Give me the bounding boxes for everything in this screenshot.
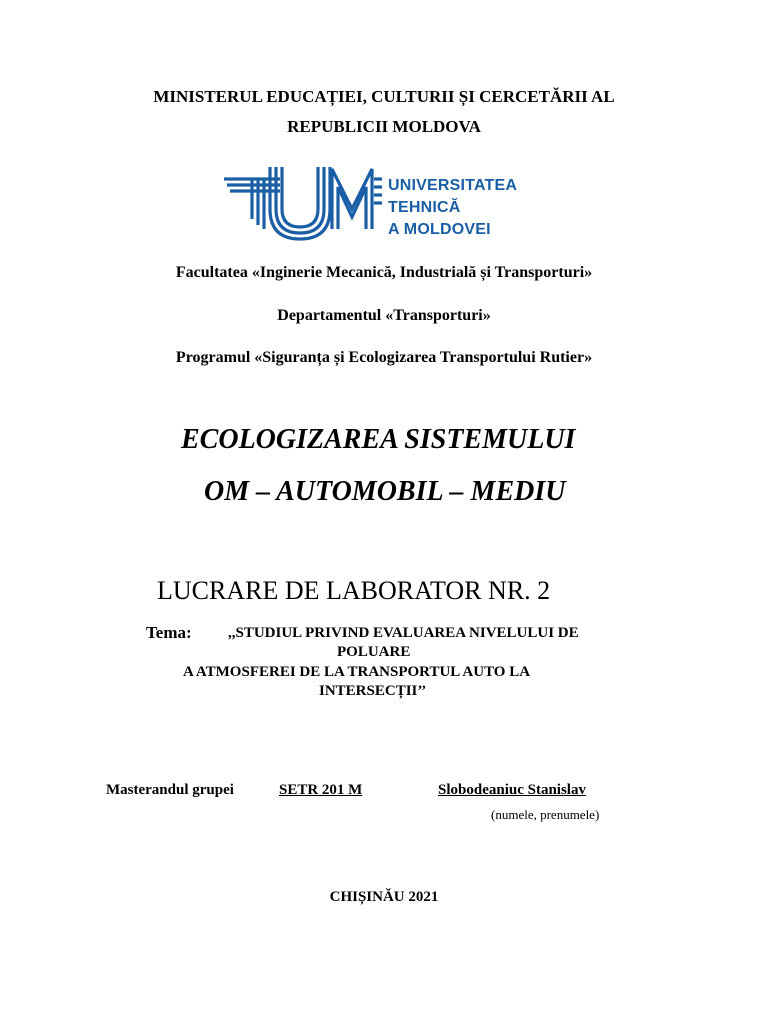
tema-line-1: ,,STUDIUL PRIVIND EVALUAREA NIVELULUI DE (228, 625, 579, 641)
document-title-line-1: ECOLOGIZAREA SISTEMULUI (181, 424, 576, 455)
logo-line-1: UNIVERSITATEA TEHNICĂ (388, 177, 517, 216)
logo-line-2: A MOLDOVEI (388, 221, 491, 238)
document-title-line-2: OM – AUTOMOBIL – MEDIU (204, 476, 566, 507)
student-label: Masterandul grupei (106, 782, 234, 798)
program-name: Programul «Siguranța și Ecologizarea Transportului Rutier» (175, 349, 593, 366)
faculty-name: Facultatea «Inginerie Mecanică, Industrială și Transporturi» (175, 264, 593, 281)
department-name: Departamentul «Transporturi» (277, 307, 491, 324)
lab-heading: LUCRARE DE LABORATOR NR. 2 (157, 576, 551, 605)
tema-line-3: A ATMOSFEREI DE LA TRANSPORTUL AUTO LA (183, 664, 531, 680)
tema-line-2: POLUARE (337, 644, 411, 660)
tema-line-4: INTERSECȚII’’ (319, 683, 427, 699)
ministry-line-1: MINISTERUL EDUCAȚIEI, CULTURII ȘI CERCETĂRII AL (153, 87, 615, 106)
student-name: Slobodeaniuc Stanislav (438, 782, 586, 798)
name-hint: (numele, prenumele) (491, 807, 600, 822)
ministry-line-2: REPUBLICII MOLDOVA (287, 117, 481, 136)
student-group: SETR 201 M (279, 782, 363, 798)
utm-logo-icon (222, 157, 382, 243)
university-logo (222, 157, 582, 243)
tema-label: Tema: (146, 623, 192, 642)
city-year: CHIȘINĂU 2021 (329, 889, 439, 905)
logo-text (388, 175, 582, 241)
